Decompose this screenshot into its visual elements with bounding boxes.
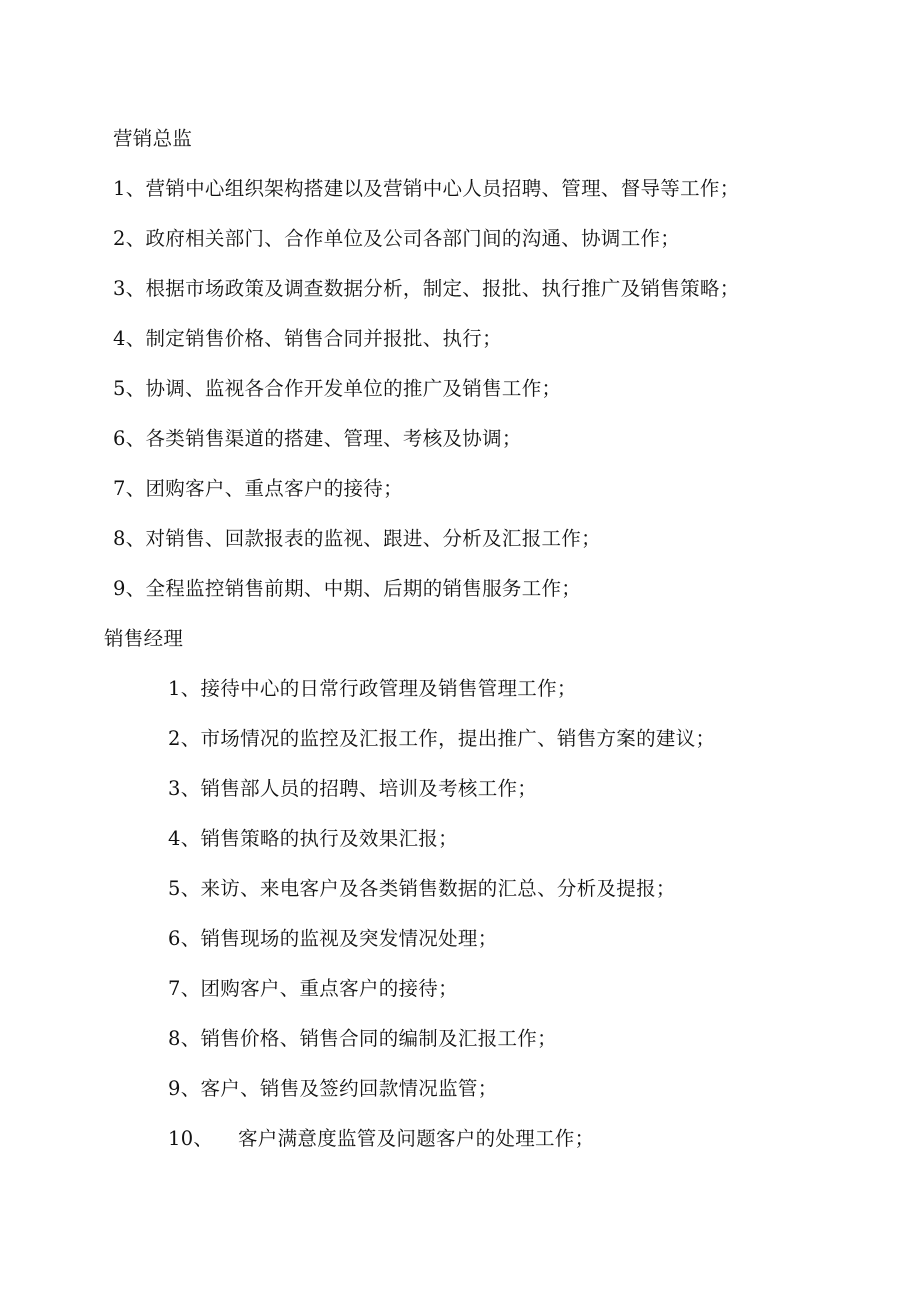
list-item: 8、销售价格、销售合同的编制及汇报工作；	[168, 1027, 557, 1050]
list-item	[168, 1126, 594, 1152]
list-item: 1、接待中心的日常行政管理及销售管理工作；	[168, 677, 577, 700]
list-item: 4、销售策略的执行及效果汇报；	[168, 827, 458, 850]
list-item: 4、制定销售价格、销售合同并报批、执行；	[113, 327, 502, 350]
list-item-number: 10、	[168, 1127, 214, 1150]
list-item: 5、来访、来电客户及各类销售数据的汇总、分析及提报；	[168, 877, 676, 900]
list-item: 3、销售部人员的招聘、培训及考核工作；	[168, 777, 538, 800]
section-heading-sales-manager: 销售经理	[104, 627, 184, 650]
list-item: 2、政府相关部门、合作单位及公司各部门间的沟通、协调工作；	[113, 227, 681, 250]
list-item: 6、各类销售渠道的搭建、管理、考核及协调；	[113, 427, 522, 450]
list-item: 9、客户、销售及签约回款情况监管；	[168, 1077, 498, 1100]
list-item: 8、对销售、回款报表的监视、跟进、分析及汇报工作；	[113, 527, 601, 550]
list-item: 2、市场情况的监控及汇报工作，提出推广、销售方案的建议；	[168, 727, 716, 750]
list-item: 7、团购客户、重点客户的接待；	[113, 477, 403, 500]
list-item-text: 客户满意度监管及问题客户的处理工作；	[238, 1127, 595, 1150]
list-item: 6、销售现场的监视及突发情况处理；	[168, 927, 498, 950]
list-item: 1、营销中心组织架构搭建以及营销中心人员招聘、管理、督导等工作；	[113, 177, 740, 200]
list-item: 5、协调、监视各合作开发单位的推广及销售工作；	[113, 377, 562, 400]
list-item: 9、全程监控销售前期、中期、后期的销售服务工作；	[113, 577, 582, 600]
section-heading-marketing-director: 营销总监	[113, 127, 193, 150]
list-item: 7、团购客户、重点客户的接待；	[168, 977, 458, 1000]
list-item: 3、根据市场政策及调查数据分析，制定、报批、执行推广及销售策略；	[113, 277, 740, 300]
